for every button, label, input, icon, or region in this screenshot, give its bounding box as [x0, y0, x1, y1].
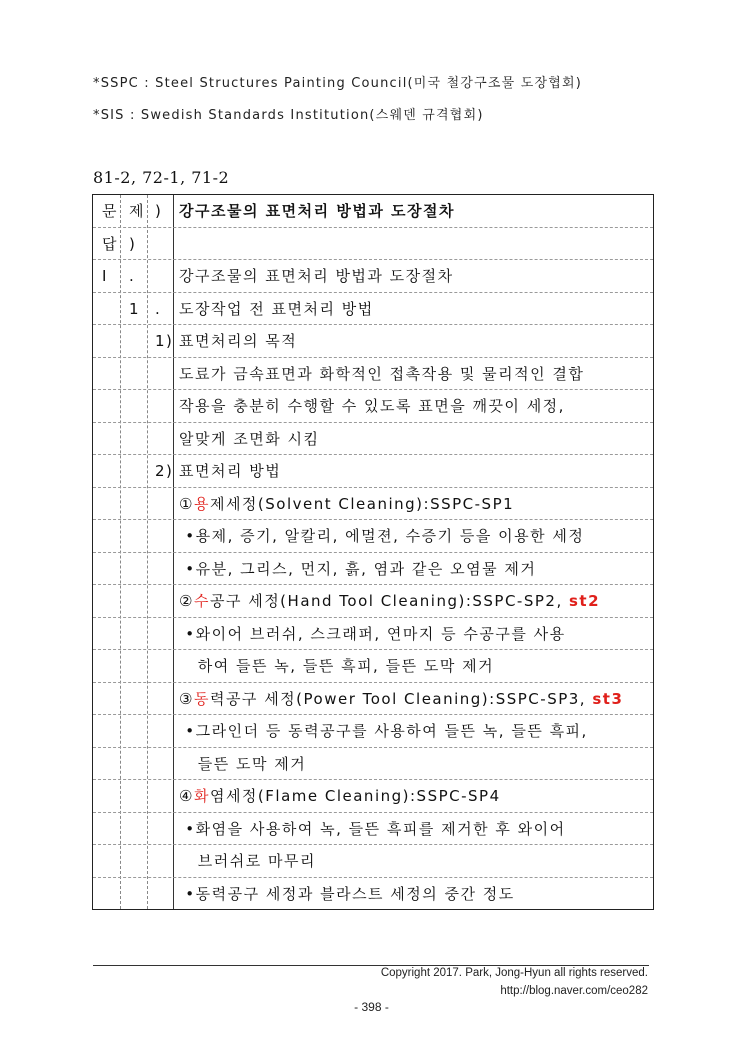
- row-marker: ): [155, 202, 163, 220]
- row-text: [179, 878, 515, 910]
- row-text: [179, 683, 623, 715]
- circled-number: ④: [179, 787, 194, 805]
- row-body: 공구 세정(Hand Tool Cleaning):SSPC-SP2,: [209, 592, 569, 610]
- row-marker: .: [129, 267, 136, 285]
- row-text: [179, 715, 588, 747]
- sheet-row: [93, 488, 653, 521]
- sheet-row: [93, 878, 653, 911]
- row-body: •유분, 그리스, 먼지, 흙, 염과 같은 오염물 제거: [179, 559, 537, 578]
- sheet-row: [93, 553, 653, 586]
- row-body: 강구조물의 표면처리 방법과 도장절차: [179, 202, 456, 220]
- row-body: 하여 들뜬 녹, 들뜬 흑피, 들뜬 도막 제거: [179, 657, 495, 675]
- row-marker: 제: [129, 202, 145, 220]
- sheet-row: [93, 228, 653, 261]
- sheet-row: [93, 260, 653, 293]
- note-sspc: *SSPC : Steel Structures Painting Council(미국 철강구조물 도장협회): [93, 76, 583, 91]
- row-text: [179, 325, 297, 357]
- row-text: [179, 195, 455, 227]
- row-body: •용제, 증기, 알칼리, 에멀젼, 수증기 등을 이용한 세정: [179, 527, 585, 545]
- row-body: 도료가 금속표면과 화학적인 접촉작용 및 물리적인 결합: [179, 364, 585, 383]
- row-text: [179, 650, 494, 682]
- row-body: 들뜬 도막 제거: [179, 754, 307, 773]
- row-body: 제세정(Solvent Cleaning):SSPC-SP1: [209, 494, 515, 513]
- row-text: [179, 260, 454, 292]
- row-marker: 답: [102, 234, 118, 253]
- sheet-row: [93, 618, 653, 651]
- highlight-char: 수: [193, 592, 210, 610]
- sheet-row: [93, 423, 653, 456]
- sheet-row: [93, 683, 653, 716]
- footer-url: http://blog.naver.com/ceo282: [500, 985, 648, 997]
- row-marker: ): [129, 234, 137, 253]
- row-body: 표면처리의 목적: [179, 332, 298, 350]
- row-marker: 1: [129, 299, 141, 318]
- row-body: •동력공구 세정과 블라스트 세정의 중간 정도: [179, 884, 515, 903]
- row-text: [179, 488, 514, 520]
- sheet-row: [93, 585, 653, 618]
- row-body: 작용을 충분히 수행할 수 있도록 표면을 깨끗이 세정,: [179, 397, 565, 415]
- row-text: [179, 455, 281, 487]
- sheet-row: [93, 780, 653, 813]
- row-body: 표면처리 방법: [179, 462, 282, 480]
- row-body: 도장작업 전 표면처리 방법: [179, 299, 374, 318]
- row-marker: 2): [155, 462, 174, 480]
- sheet-row: [93, 715, 653, 748]
- row-marker: Ⅰ: [102, 267, 108, 285]
- sheet-row: [93, 813, 653, 846]
- page-number: - 398 -: [354, 1000, 389, 1014]
- row-body: 알맞게 조면화 시킴: [179, 429, 320, 448]
- row-body: •화염을 사용하여 녹, 들뜬 흑피를 제거한 후 와이어: [179, 819, 566, 838]
- exam-references: 81-2, 72-1, 71-2: [93, 168, 230, 187]
- row-body: •와이어 브러쉬, 스크래퍼, 연마지 등 수공구를 사용: [179, 624, 566, 643]
- sheet-row: [93, 455, 653, 488]
- sheet-row: [93, 293, 653, 326]
- row-marker: 1): [155, 332, 174, 350]
- row-text: [179, 813, 566, 845]
- row-text: [179, 358, 584, 390]
- circled-number: ③: [179, 689, 194, 708]
- sheet-row: [93, 748, 653, 781]
- answer-sheet: [92, 194, 654, 910]
- highlight-char: 동: [193, 689, 210, 708]
- row-body: 염세정(Flame Cleaning):SSPC-SP4: [209, 787, 501, 805]
- row-text: [179, 845, 316, 877]
- row-text: [179, 780, 501, 812]
- surface-grade-tag: st2: [569, 592, 601, 610]
- row-text: [179, 520, 584, 552]
- row-text: [179, 390, 565, 422]
- circled-number: ①: [179, 494, 194, 513]
- note-sis: *SIS : Swedish Standards Institution(스웨덴 규격협회): [93, 108, 484, 123]
- row-body: •그라인더 등 동력공구를 사용하여 들뜬 녹, 들뜬 흑피,: [179, 722, 588, 740]
- row-text: [179, 618, 566, 650]
- sheet-row: [93, 845, 653, 878]
- row-text: [179, 553, 536, 585]
- sheet-row: [93, 650, 653, 683]
- sheet-row: [93, 390, 653, 423]
- row-marker: .: [155, 299, 162, 318]
- row-text: [179, 748, 306, 780]
- row-body: 브러쉬로 마무리: [179, 852, 317, 870]
- sheet-row: [93, 520, 653, 553]
- footer-rule: [93, 965, 649, 966]
- row-text: [179, 585, 600, 617]
- sheet-row: [93, 325, 653, 358]
- row-text: [179, 293, 374, 325]
- highlight-char: 화: [193, 787, 210, 805]
- row-body: 력공구 세정(Power Tool Cleaning):SSPC-SP3,: [209, 689, 593, 708]
- row-text: [179, 423, 319, 455]
- row-body: 강구조물의 표면처리 방법과 도장절차: [179, 267, 454, 285]
- row-marker: 문: [102, 202, 118, 220]
- sheet-row: [93, 358, 653, 391]
- footer-copyright: Copyright 2017. Park, Jong-Hyun all rights reserved.: [380, 967, 648, 979]
- circled-number: ②: [179, 592, 194, 610]
- surface-grade-tag: st3: [592, 689, 624, 708]
- sheet-row: [93, 195, 653, 228]
- highlight-char: 용: [193, 494, 210, 513]
